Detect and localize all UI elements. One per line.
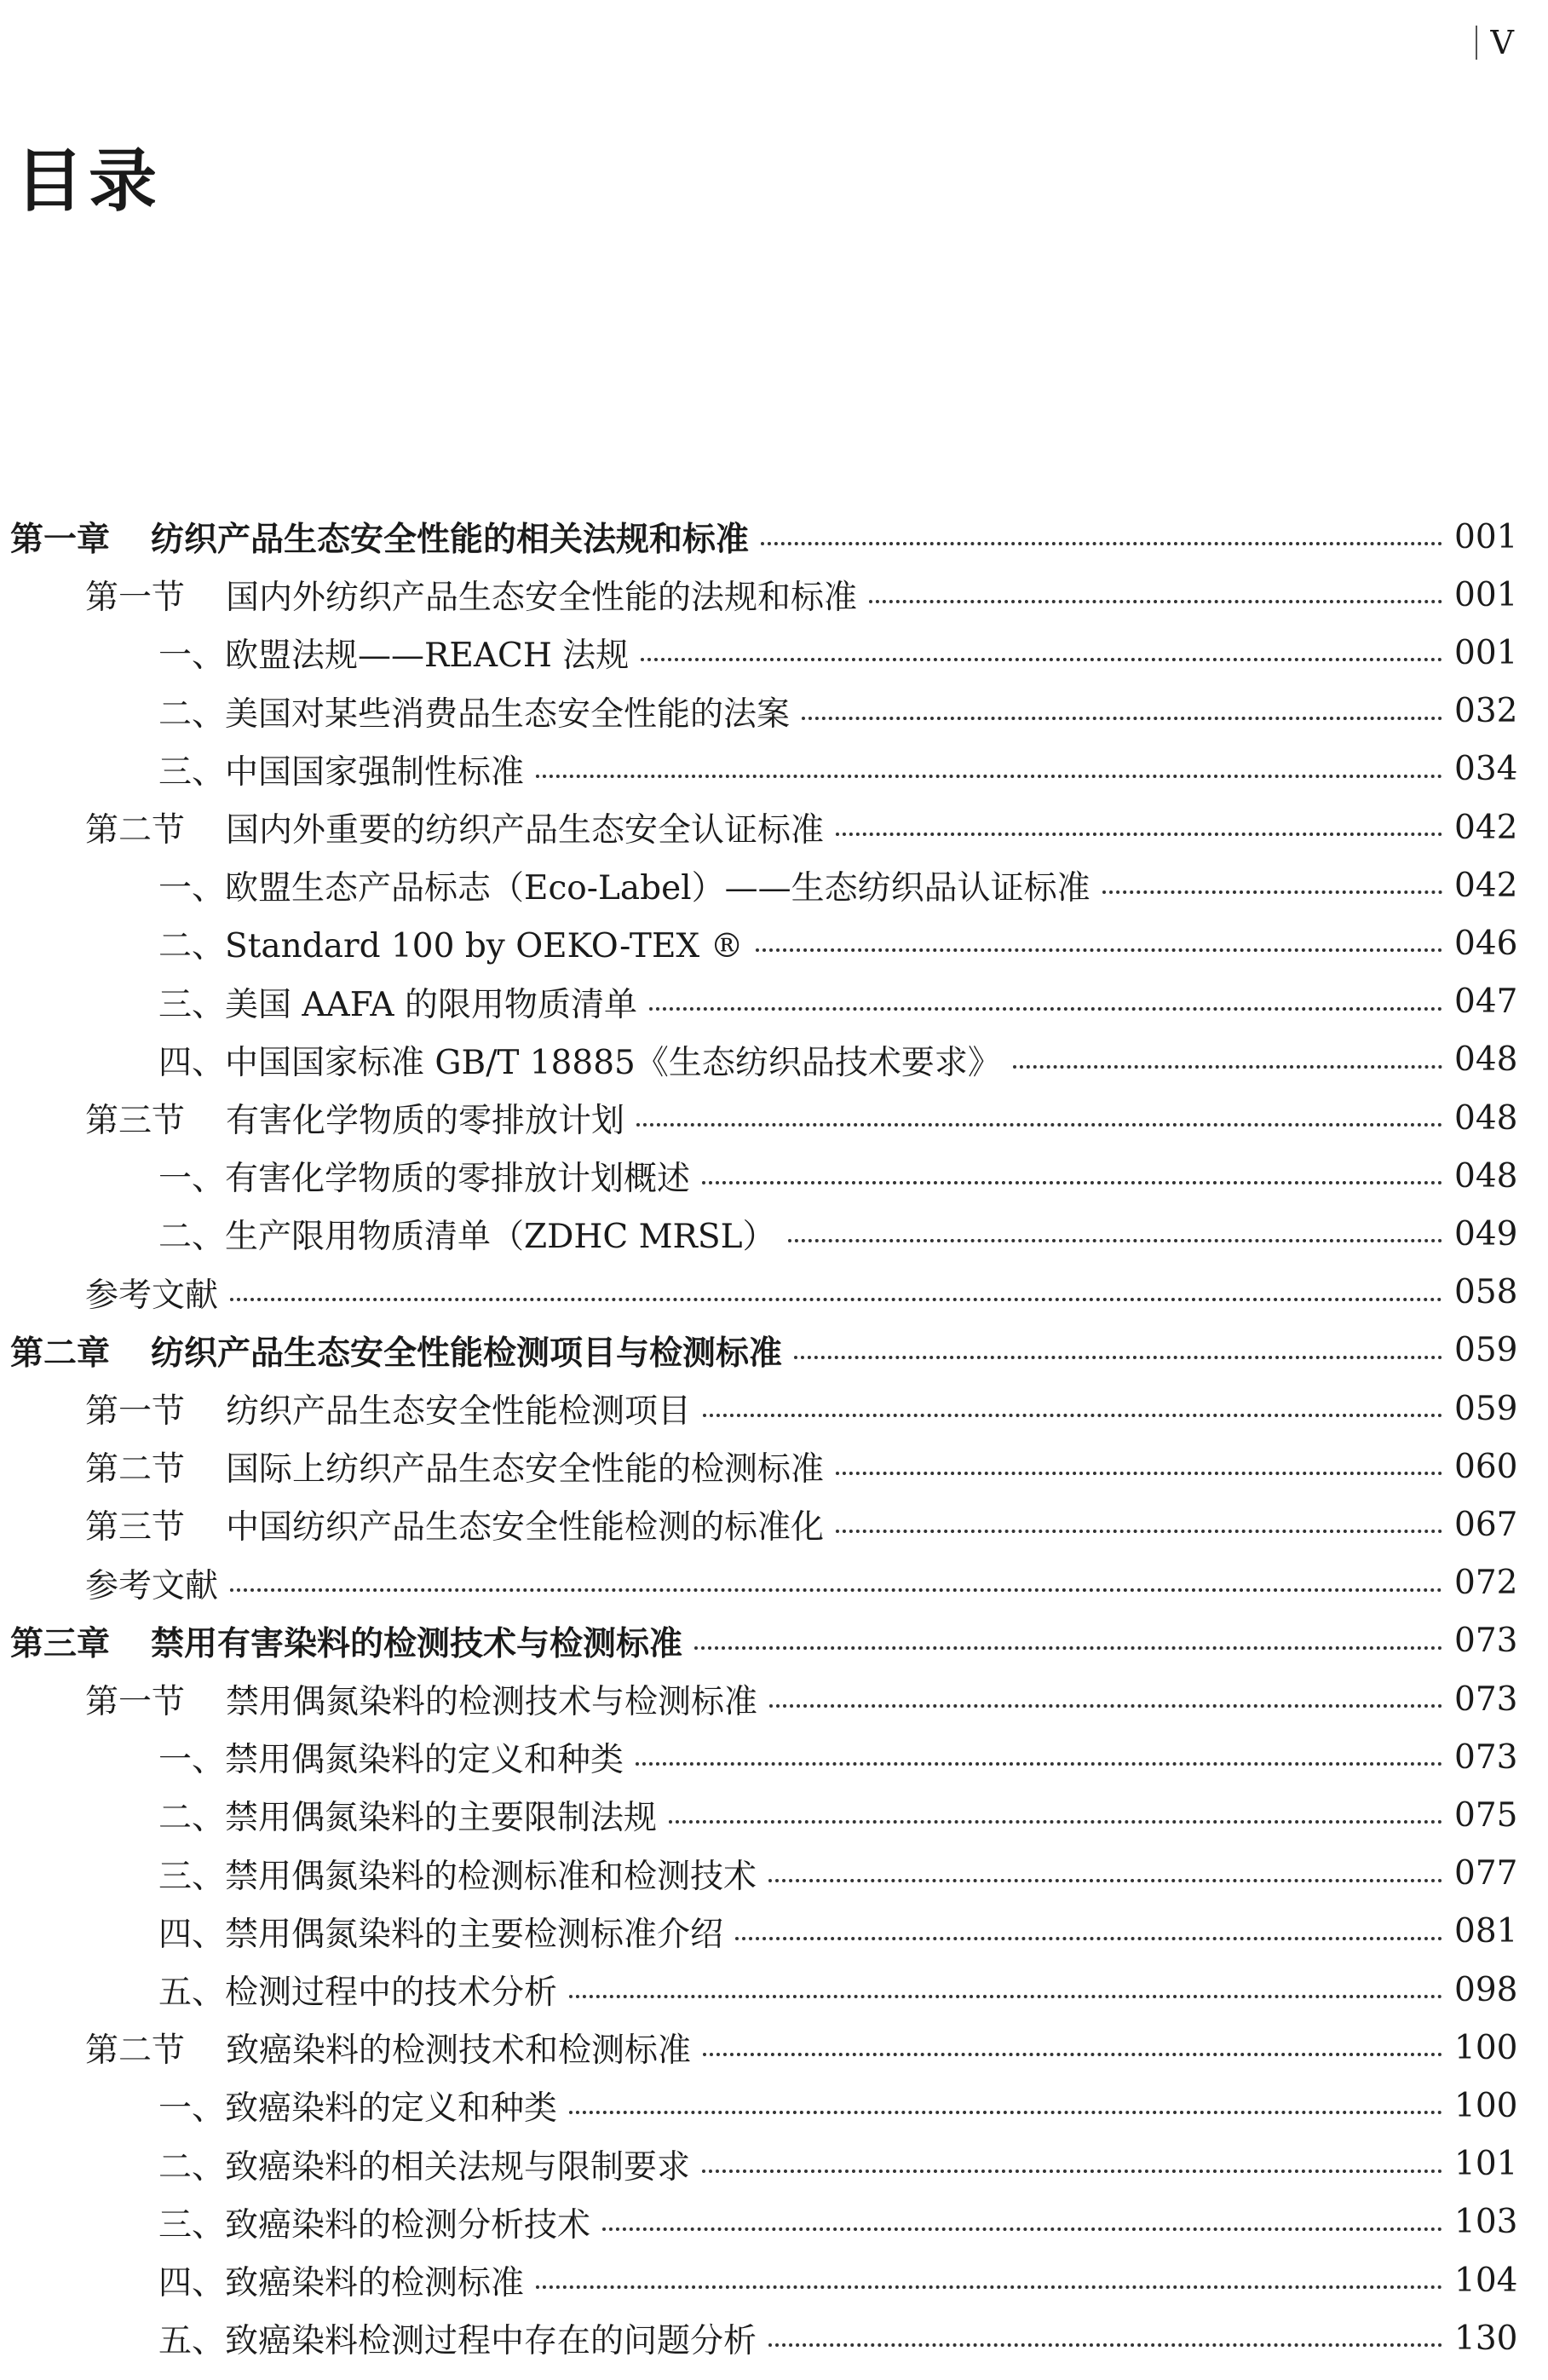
toc-entry-page: 048 [1454, 1040, 1518, 1080]
toc-entry-item[interactable] [0, 1205, 1518, 1263]
dot-leader [636, 1762, 1442, 1766]
toc-entry-section[interactable] [0, 1438, 1518, 1495]
toc-entry-text: 禁用偶氮染料的检测技术与检测标准 [226, 1683, 758, 1721]
dot-leader [636, 1123, 1442, 1127]
toc-entry-title [85, 2024, 691, 2072]
toc-entry-text: 五、致癌染料检测过程中存在的问题分析 [158, 2322, 757, 2361]
toc-entry-title [158, 1966, 557, 2014]
dot-leader [702, 2170, 1442, 2173]
toc-entry-title [158, 629, 629, 677]
toc-entry-page: 001 [1454, 575, 1518, 614]
toc-entry-page: 075 [1454, 1795, 1518, 1835]
toc-entry-text: 一、欧盟生态产品标志（Eco-Label）——生态纺织品认证标准 [158, 869, 1091, 908]
toc-entry-text: 参考文献 [85, 1276, 219, 1315]
toc-entry-title [85, 1385, 691, 1432]
dot-leader [536, 2285, 1442, 2289]
toc-entry-page: 067 [1454, 1505, 1518, 1544]
toc-entry-page: 042 [1454, 808, 1518, 847]
dot-leader [869, 600, 1442, 603]
dot-leader [569, 1995, 1442, 1998]
dot-leader [836, 833, 1442, 836]
dot-leader [694, 1646, 1442, 1650]
toc-entry-title [85, 1094, 624, 1142]
dot-leader [761, 542, 1442, 545]
toc-entry-page: 058 [1454, 1273, 1518, 1312]
toc-entry-text: 三、中国国家强制性标准 [158, 752, 525, 792]
toc-entry-section[interactable] [0, 1495, 1518, 1553]
toc-entry-section[interactable] [0, 1380, 1518, 1438]
toc-entry-section[interactable] [0, 1554, 1518, 1612]
toc-entry-item[interactable] [0, 683, 1518, 741]
toc-entry-item[interactable] [0, 1961, 1518, 2019]
toc-entry-page: 060 [1454, 1447, 1518, 1486]
toc-entry-title [10, 1327, 782, 1374]
dot-leader [649, 1007, 1442, 1011]
dot-leader [569, 2111, 1442, 2114]
toc-entry-text: 一、致癌染料的定义和种类 [158, 2089, 558, 2129]
toc-entry-item[interactable] [0, 2077, 1518, 2135]
toc-entry-chapter[interactable] [0, 508, 1518, 566]
dot-leader [836, 1472, 1442, 1475]
dot-leader [802, 717, 1442, 720]
dot-leader [669, 1820, 1442, 1824]
toc-entry-section[interactable] [0, 798, 1518, 856]
toc-entry-title [85, 1443, 824, 1490]
toc-entry-page: 042 [1454, 866, 1518, 905]
toc-entry-title [85, 1269, 218, 1317]
toc-entry-page: 073 [1454, 1680, 1518, 1719]
toc-entry-title [10, 513, 749, 561]
toc-entry-text: 四、禁用偶氮染料的主要检测标准介绍 [158, 1915, 724, 1954]
toc-entry-section[interactable] [0, 1264, 1518, 1322]
toc-entry-text: 国内外重要的纺织产品生态安全认证标准 [226, 811, 825, 850]
toc-entry-page: 130 [1454, 2319, 1518, 2358]
toc-entry-text: 纺织产品生态安全性能检测项目与检测标准 [151, 1333, 783, 1373]
toc-entry-title [158, 1908, 723, 1956]
toc-entry-page: 047 [1454, 983, 1518, 1022]
toc-entry-title [158, 2314, 757, 2362]
dot-leader [230, 1298, 1442, 1301]
toc-entry-prefix: 第一节 [85, 1683, 186, 1721]
toc-entry-title [158, 1733, 624, 1781]
dot-leader [1102, 890, 1442, 894]
page-number [1476, 24, 1514, 61]
toc-entry-text: 国内外纺织产品生态安全性能的法规和标准 [226, 579, 858, 618]
toc-entry-title [158, 862, 1091, 909]
toc-entry-page: 001 [1454, 633, 1518, 672]
toc-entry-title [158, 1210, 776, 1258]
toc-entry-title [158, 978, 637, 1026]
toc-entry-text: 国际上纺织产品生态安全性能的检测标准 [226, 1450, 825, 1490]
toc-entry-item[interactable] [0, 1031, 1518, 1089]
toc-entry-title [158, 2198, 590, 2246]
toc-entry-page: 077 [1454, 1854, 1518, 1893]
toc-entry-title [158, 1850, 757, 1898]
toc-entry-text: 一、禁用偶氮染料的定义和种类 [158, 1741, 624, 1780]
toc-entry-page: 048 [1454, 1156, 1518, 1196]
toc-entry-page: 103 [1454, 2203, 1518, 2242]
dot-leader [788, 1239, 1442, 1242]
toc-entry-text: 中国纺织产品生态安全性能检测的标准化 [226, 1508, 825, 1547]
toc-entry-section[interactable] [0, 1089, 1518, 1147]
toc-entry-title [158, 746, 524, 793]
toc-entry-page: 059 [1454, 1331, 1518, 1370]
toc-entry-prefix: 第一节 [85, 1392, 186, 1431]
toc-entry-section[interactable] [0, 566, 1518, 624]
toc-entry-prefix: 第二节 [85, 1450, 186, 1490]
toc-entry-title [158, 1036, 1001, 1084]
dot-leader [702, 1181, 1442, 1184]
dot-leader [230, 1588, 1442, 1592]
toc-entry-title [158, 1791, 657, 1839]
toc-entry-item[interactable] [0, 856, 1518, 914]
dot-leader [769, 1704, 1442, 1708]
toc-entry-text: 三、美国 AAFA 的限用物质清单 [158, 985, 637, 1024]
toc-entry-text: 三、致癌染料的检测分析技术 [158, 2205, 591, 2245]
toc-entry-page: 046 [1454, 924, 1518, 963]
toc-entry-item[interactable] [0, 1903, 1518, 1961]
toc-entry-item[interactable] [0, 2251, 1518, 2309]
toc-entry-page: 104 [1454, 2261, 1518, 2300]
toc-entry-page: 098 [1454, 1970, 1518, 2009]
dot-leader [768, 2343, 1442, 2347]
toc-entry-text: 五、检测过程中的技术分析 [158, 1974, 558, 2012]
toc-entry-prefix: 第二节 [85, 2031, 186, 2071]
toc-entry-section[interactable] [0, 1670, 1518, 1728]
toc-entry-item[interactable] [0, 1147, 1518, 1205]
toc-entry-item[interactable] [0, 2309, 1518, 2367]
toc-entry-title [85, 1675, 757, 1723]
toc-entry-text: 纺织产品生态安全性能的相关法规和标准 [151, 520, 750, 559]
toc-entry-page: 100 [1454, 2086, 1518, 2125]
toc-entry-prefix: 第一章 [10, 520, 111, 559]
toc-entry-page: 032 [1454, 692, 1518, 731]
toc-entry-text: 四、中国国家标准 GB/T 18885《生态纺织品技术要求》 [158, 1043, 1001, 1082]
toc-entry-title [85, 1501, 824, 1548]
toc-entry-prefix: 第三章 [10, 1623, 111, 1663]
toc-entry-page: 001 [1454, 517, 1518, 556]
toc-entry-text: 三、禁用偶氮染料的检测标准和检测技术 [158, 1857, 757, 1896]
toc-entry-text: 禁用有害染料的检测技术与检测标准 [151, 1623, 683, 1663]
dot-leader [1013, 1065, 1442, 1069]
toc-entry-text: 有害化学物质的零排放计划 [226, 1102, 625, 1140]
toc-entry-prefix: 第一节 [85, 579, 186, 618]
toc-entry-title [158, 919, 744, 967]
toc-entry-title [10, 1617, 682, 1665]
toc-entry-item[interactable] [0, 914, 1518, 972]
page-number-text: V [1490, 24, 1514, 61]
toc-entry-text: 参考文献 [85, 1566, 219, 1605]
dot-leader [735, 1937, 1442, 1940]
toc-entry-text: 二、美国对某些消费品生态安全性能的法案 [158, 694, 791, 734]
toc-entry-page: 073 [1454, 1622, 1518, 1661]
toc-entry-item[interactable] [0, 1845, 1518, 1903]
toc-entry-text: 二、致癌染料的相关法规与限制要求 [158, 2147, 691, 2187]
toc-entry-chapter[interactable] [0, 1322, 1518, 1380]
toc-entry-item[interactable] [0, 973, 1518, 1031]
dot-leader [703, 1414, 1442, 1417]
toc-entry-page: 059 [1454, 1389, 1518, 1428]
toc-entry-title [85, 571, 857, 619]
toc-entry-page: 072 [1454, 1564, 1518, 1603]
toc-entry-page: 049 [1454, 1214, 1518, 1253]
dot-leader [794, 1356, 1442, 1359]
toc-entry-page: 101 [1454, 2145, 1518, 2184]
toc-entry-text: 二、生产限用物质清单（ZDHC MRSL） [158, 1218, 776, 1257]
toc-entry-chapter[interactable] [0, 1612, 1518, 1670]
toc-entry-text: 二、Standard 100 by OEKO-TEX ® [158, 927, 744, 966]
toc-entry-page: 073 [1454, 1737, 1518, 1777]
toc-entry-text: 二、禁用偶氮染料的主要限制法规 [158, 1799, 658, 1838]
toc-entry-title [158, 2082, 557, 2129]
toc-entry-title [158, 688, 790, 735]
toc-entry-text: 四、致癌染料的检测标准 [158, 2264, 525, 2302]
toc-entry-title [85, 804, 824, 851]
dot-leader [703, 2053, 1442, 2056]
toc-entry-item[interactable] [0, 2135, 1518, 2193]
toc-entry-item[interactable] [0, 741, 1518, 798]
dot-leader [768, 1879, 1442, 1882]
toc-entry-title [158, 1152, 690, 1200]
toc-entry-text: 一、欧盟法规——REACH 法规 [158, 637, 630, 676]
toc-entry-page: 034 [1454, 750, 1518, 789]
toc-entry-item[interactable] [0, 1728, 1518, 1786]
toc-entry-prefix: 第二章 [10, 1333, 111, 1373]
toc-entry-text: 致癌染料的检测技术和检测标准 [226, 2031, 692, 2071]
toc-entry-title [158, 2141, 690, 2188]
toc-entry-prefix: 第三节 [85, 1508, 186, 1547]
toc-entry-section[interactable] [0, 2019, 1518, 2077]
toc-entry-title [158, 2256, 524, 2304]
toc-entry-title [85, 1559, 218, 1607]
toc-entry-item[interactable] [0, 2193, 1518, 2251]
dot-leader [836, 1530, 1442, 1533]
toc-entry-page: 081 [1454, 1912, 1518, 1951]
header-divider [1476, 26, 1477, 60]
dot-leader [756, 948, 1442, 952]
dot-leader [602, 2227, 1442, 2231]
dot-leader [536, 775, 1442, 778]
dot-leader [641, 658, 1442, 661]
toc-entry-item[interactable] [0, 1786, 1518, 1844]
toc-entry-prefix: 第二节 [85, 811, 186, 850]
toc-entry-text: 一、有害化学物质的零排放计划概述 [158, 1160, 691, 1199]
toc-entry-prefix: 第三节 [85, 1102, 186, 1140]
toc-entry-item[interactable] [0, 624, 1518, 682]
toc-entry-text: 纺织产品生态安全性能检测项目 [226, 1392, 692, 1431]
toc-entry-page: 100 [1454, 2028, 1518, 2067]
toc-entry-page: 048 [1454, 1098, 1518, 1138]
page-title: 目录 [15, 141, 162, 221]
